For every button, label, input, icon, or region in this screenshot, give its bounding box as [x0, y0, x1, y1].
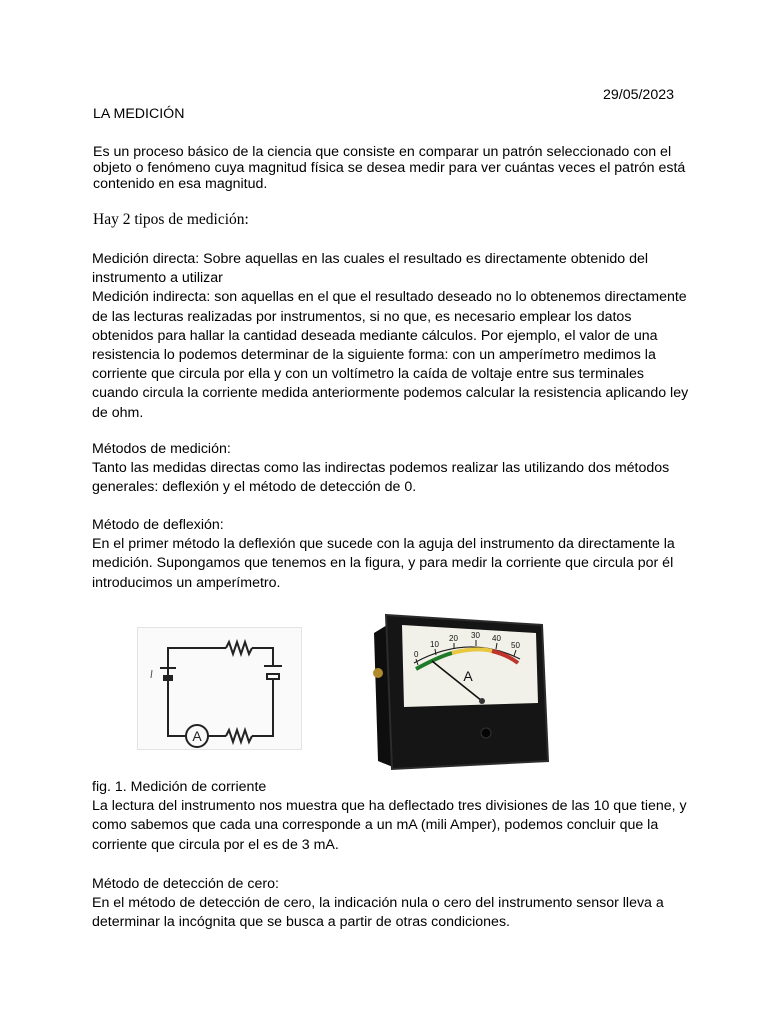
top-resistor	[226, 642, 252, 654]
intro-paragraph: Es un proceso básico de la ciencia que consiste en comparar un patrón seleccionado con el objeto o fenómeno cuya magnitud física se desea medir para ver cuántas veces el patrón está contenido en esa magnitud.	[93, 144, 686, 192]
scale-label-50: 50	[511, 641, 520, 650]
deflection-section	[92, 516, 692, 593]
deflection-paragraph: En el primer método la deflexión que sucede con la aguja del instrumento da directamente la medición. Supongamos que tenemos en la figura, y para medir la corriente que circula por él introducimos un amperímetro.	[92, 536, 675, 591]
deflection-heading: Método de deflexión:	[92, 517, 224, 533]
figure-caption: fig. 1. Medición de corriente	[92, 779, 267, 795]
scale-label-10: 10	[430, 640, 439, 649]
circuit-diagram-image	[137, 627, 302, 750]
document-date: 29/05/2023	[602, 87, 674, 103]
direct-measurement-paragraph: Medición directa: Sobre aquellas en las cuales el resultado es directamente obtenido del instrumento a utilizar	[92, 251, 649, 287]
zero-detection-section	[92, 875, 692, 933]
ammeter-symbol-label: A	[192, 728, 202, 744]
circuit-diagram-svg	[138, 628, 301, 749]
indirect-measurement-paragraph: Medición indirecta: son aquellas en el que el resultado deseado no lo obtenemos directamente de las lecturas realizadas por instrumentos, si no que, es necesario emplear los datos obtenidos para hallar la cantidad deseada mediante cálculos. Por ejemplo, el valor de una resistencia lo podemos determinar de la siguiente forma: con un amperímetro medimos la corriente que circula por ella y con un voltímetro la caída de voltaje entre sus terminales cuando circula la corriente medida anteriormente podemos calcular la resistencia aplicando ley de ohm.	[92, 289, 689, 421]
zero-detection-paragraph: En el método de detección de cero, la indicación nula o cero del instrumento sensor lleva a determinar la incógnita que se busca a partir de otras condiciones.	[92, 895, 664, 931]
ammeter-svg	[368, 611, 552, 771]
zero-detection-heading: Método de detección de cero:	[92, 876, 279, 892]
scale-label-0: 0	[414, 650, 419, 659]
document-title: LA MEDICIÓN	[93, 106, 185, 122]
ammeter-photo-image	[368, 611, 552, 771]
reading-paragraph: La lectura del instrumento nos muestra que ha deflectado tres divisiones de las 10 que tiene, y como sabemos que cada una corresponde a un mA (mili Amper), podemos concluir que la corriente que circula por el es de 3 mA.	[92, 798, 687, 853]
types-heading: Hay 2 tipos de medición:	[93, 211, 249, 228]
bottom-resistor	[226, 730, 252, 742]
measurement-types-section	[92, 250, 692, 423]
scale-label-40: 40	[492, 634, 501, 643]
methods-paragraph: Tanto las medidas directas como las indirectas podemos realizar las utilizando dos métodos generales: deflexión y el método de detección de 0.	[92, 460, 670, 496]
methods-section	[92, 440, 692, 498]
scale-label-20: 20	[449, 634, 458, 643]
meter-unit-label: A	[463, 668, 473, 684]
figure-caption-section	[92, 778, 692, 855]
methods-heading: Métodos de medición:	[92, 441, 231, 457]
scale-label-30: 30	[471, 631, 480, 640]
